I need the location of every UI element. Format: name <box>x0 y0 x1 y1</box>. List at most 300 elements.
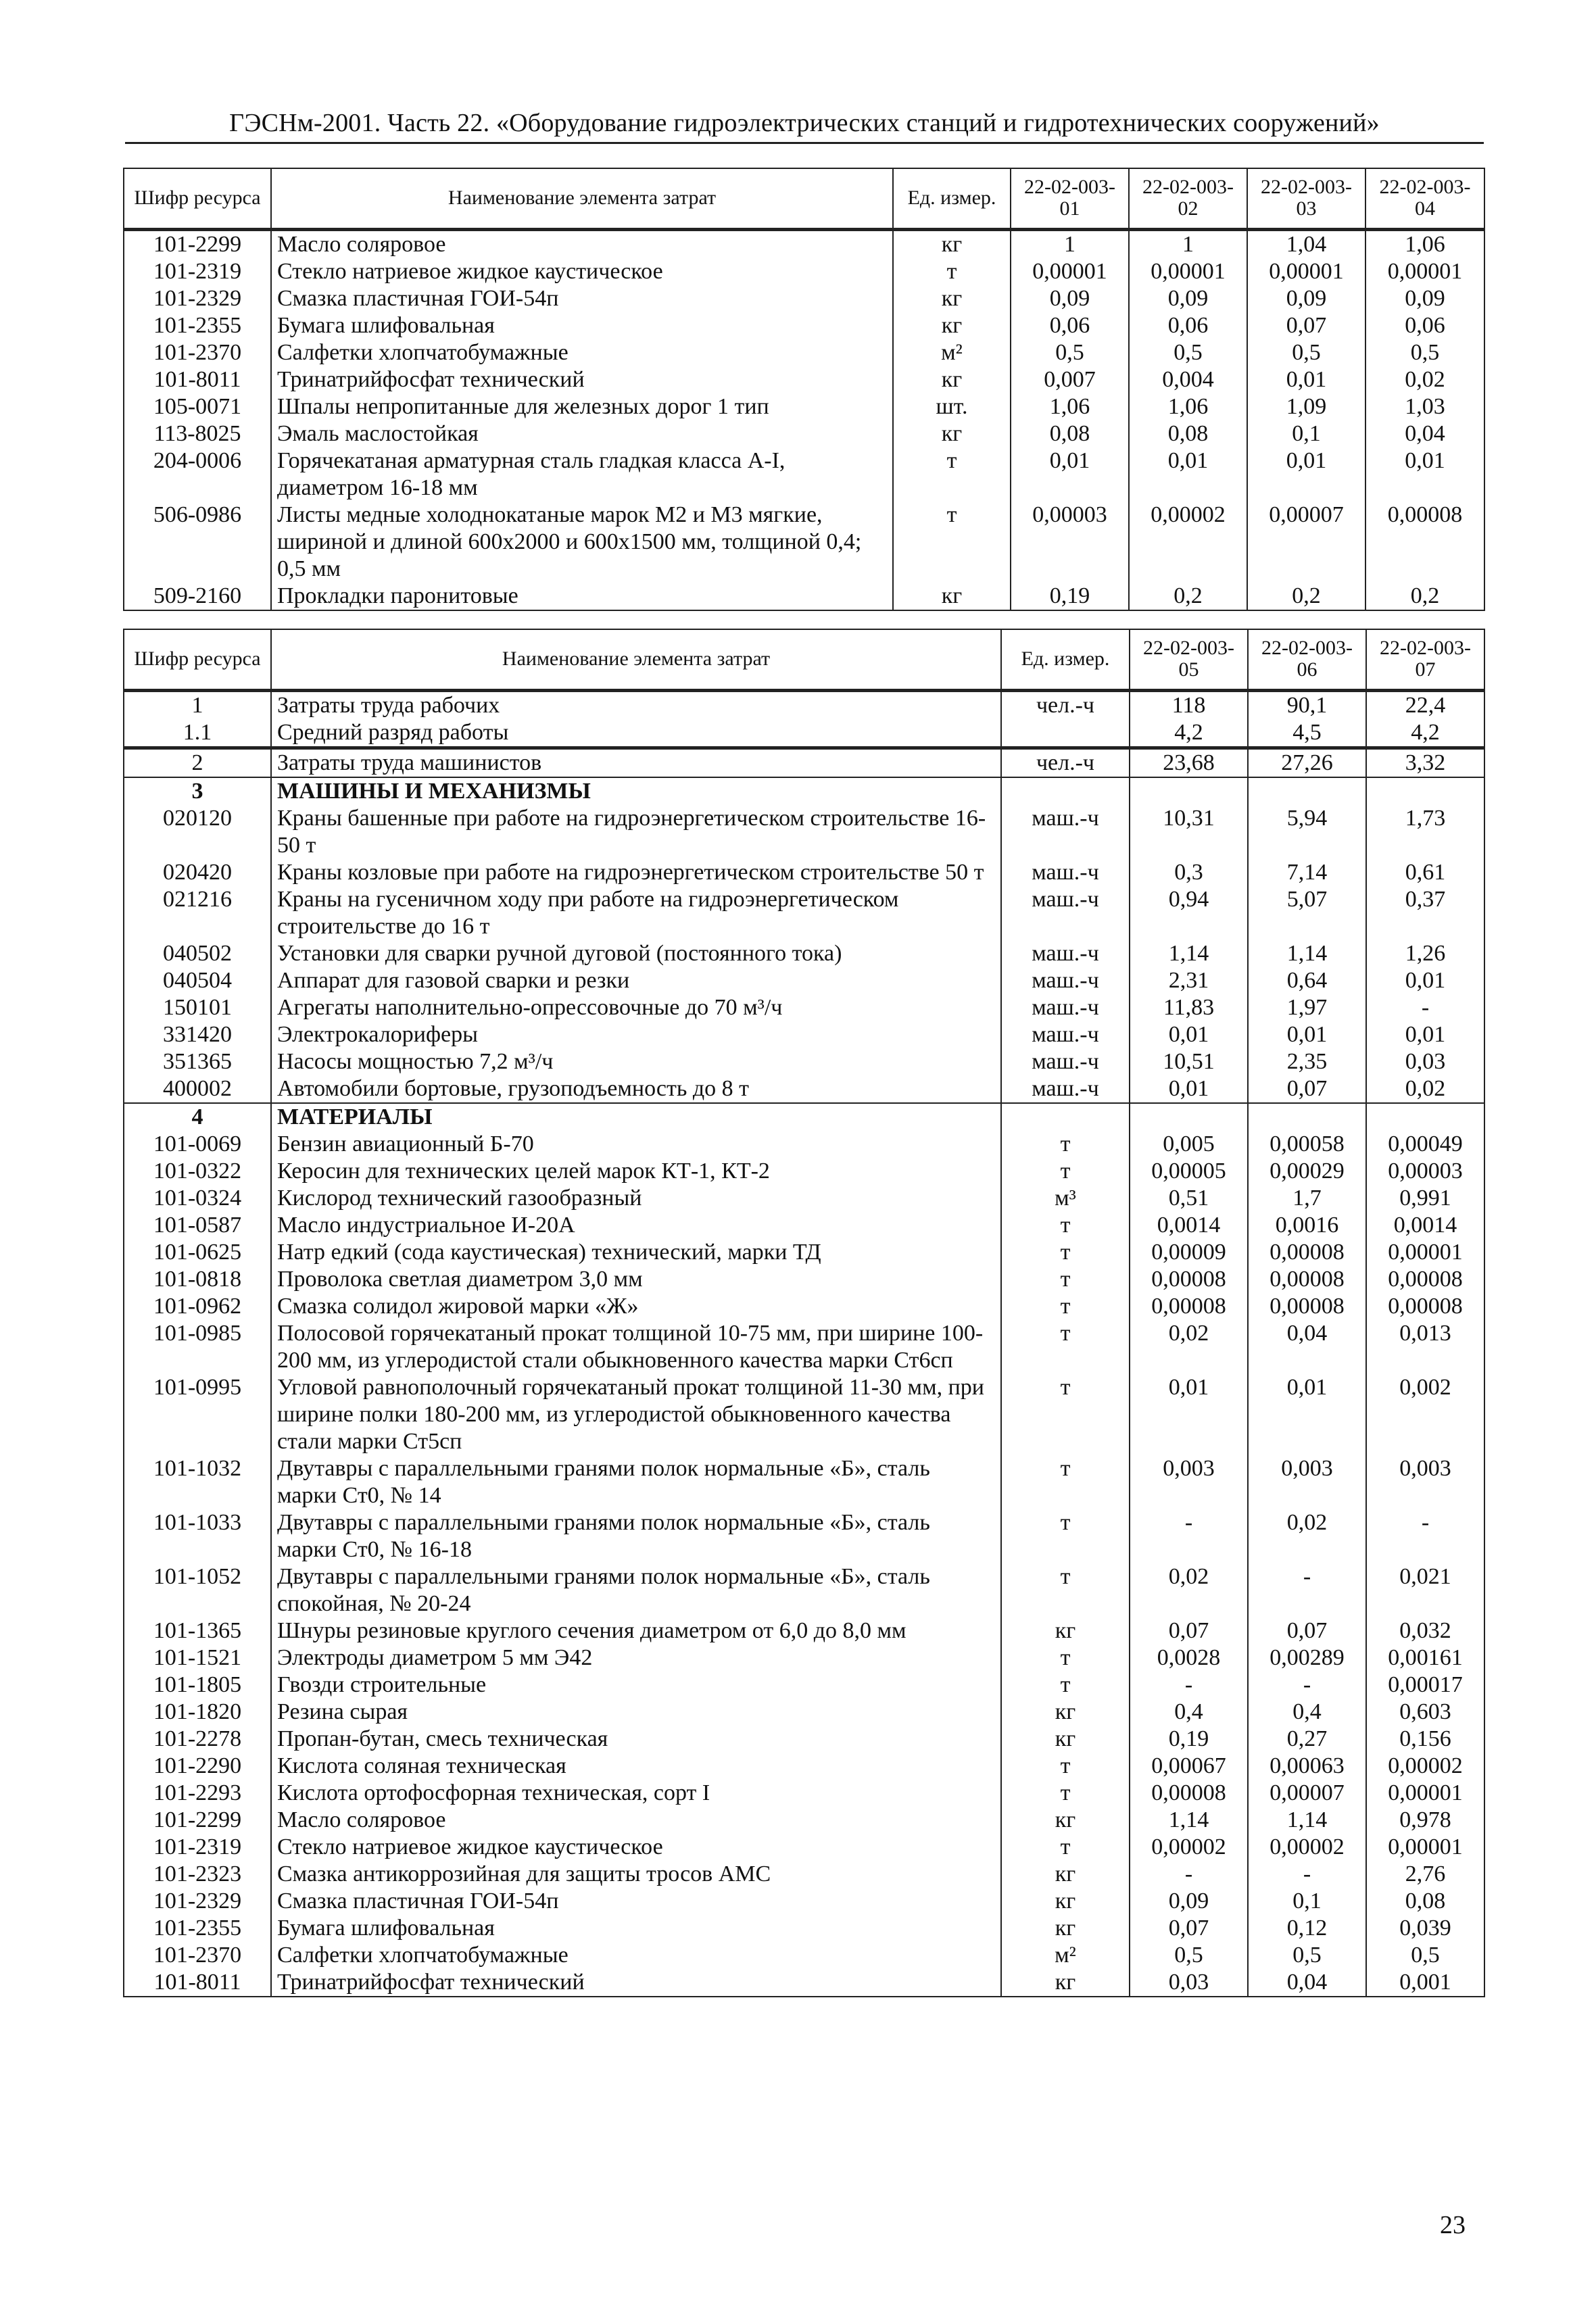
cell-name: Листы медные холоднокатаные марок М2 и М3 мягкие, шириной и длиной 600х2000 и 600х1500 мм, толщиной 0,4; 0,5 мм <box>271 502 893 583</box>
cell-code: 101-2278 <box>124 1726 271 1753</box>
col-header-norm: 22-02-003-05 <box>1130 629 1248 690</box>
cell-unit <box>1001 777 1130 805</box>
table-row <box>124 1266 1484 1293</box>
cell-value: 0,005 <box>1130 1131 1248 1158</box>
cell-value: 11,83 <box>1130 994 1248 1021</box>
cell-unit: т <box>1001 1131 1130 1158</box>
cell-code: 331420 <box>124 1021 271 1048</box>
cell-value: 1,14 <box>1130 1807 1248 1834</box>
cell-code: 101-2370 <box>124 339 271 366</box>
cell-value: 0,64 <box>1248 967 1366 994</box>
cell-unit: кг <box>893 285 1011 312</box>
cell-code: 101-2370 <box>124 1942 271 1969</box>
col-header-name: Наименование элемента затрат <box>271 629 1001 690</box>
cell-name: МАШИНЫ И МЕХАНИЗМЫ <box>271 777 1001 805</box>
cell-unit: т <box>893 258 1011 285</box>
cell-value: 0,00002 <box>1248 1834 1366 1861</box>
cell-unit: м³ <box>1001 1185 1130 1212</box>
cell-name: Масло соляровое <box>271 1807 1001 1834</box>
cell-value: 0,04 <box>1365 420 1484 447</box>
cell-unit: т <box>1001 1509 1130 1563</box>
cell-value: 0,02 <box>1248 1509 1366 1563</box>
table-row <box>124 748 1484 777</box>
cell-value: 0,03 <box>1130 1969 1248 1997</box>
cell-unit: т <box>1001 1672 1130 1699</box>
cell-value: 0,5 <box>1248 1942 1366 1969</box>
cell-code: 4 <box>124 1103 271 1131</box>
cell-unit: т <box>1001 1158 1130 1185</box>
cell-value: 1,26 <box>1366 940 1484 967</box>
cell-unit: кг <box>1001 1969 1130 1997</box>
cell-unit: чел.-ч <box>1001 690 1130 719</box>
cell-name: Салфетки хлопчатобумажные <box>271 339 893 366</box>
table-row <box>124 777 1484 805</box>
cell-value: 0,00001 <box>1366 1780 1484 1807</box>
cell-value: 0,01 <box>1248 1374 1366 1455</box>
cell-name: Эмаль маслостойкая <box>271 420 893 447</box>
cell-value: 0,2 <box>1247 583 1365 610</box>
table-row <box>124 339 1484 366</box>
cell-unit: кг <box>1001 1699 1130 1726</box>
cell-value: 0,032 <box>1366 1617 1484 1644</box>
cell-value: 1,14 <box>1248 1807 1366 1834</box>
cell-name: Шпалы непропитанные для железных дорог 1 тип <box>271 393 893 420</box>
cell-name: Двутавры с параллельными гранями полок нормальные «Б», сталь марки Ст0, № 14 <box>271 1455 1001 1509</box>
cell-name: Бензин авиационный Б-70 <box>271 1131 1001 1158</box>
col-header-norm: 22-02-003-07 <box>1366 629 1484 690</box>
cell-value: 0,1 <box>1248 1888 1366 1915</box>
cell-name: Полосовой горячекатаный прокат толщиной 10-75 мм, при ширине 100-200 мм, из углеродистой стали обыкновенного качества марки Ст6сп <box>271 1320 1001 1374</box>
cell-unit: маш.-ч <box>1001 859 1130 886</box>
table-row <box>124 1753 1484 1780</box>
cell-value: - <box>1248 1672 1366 1699</box>
resource-table-1 <box>123 168 1485 611</box>
cell-code: 351365 <box>124 1048 271 1075</box>
cell-value: - <box>1130 1861 1248 1888</box>
cell-unit <box>1001 719 1130 748</box>
cell-value: 4,5 <box>1248 719 1366 748</box>
cell-unit: кг <box>893 420 1011 447</box>
cell-value: 0,02 <box>1130 1320 1248 1374</box>
cell-name: Стекло натриевое жидкое каустическое <box>271 1834 1001 1861</box>
cell-code: 506-0986 <box>124 502 271 583</box>
cell-value: - <box>1248 1861 1366 1888</box>
cell-value: 0,06 <box>1129 312 1247 339</box>
cell-unit: т <box>1001 1834 1130 1861</box>
cell-name: Стекло натриевое жидкое каустическое <box>271 258 893 285</box>
cell-value: 2,76 <box>1366 1861 1484 1888</box>
table-row <box>124 420 1484 447</box>
cell-value: 1,04 <box>1247 229 1365 258</box>
cell-value <box>1248 777 1366 805</box>
cell-value: - <box>1130 1509 1248 1563</box>
cell-value: 1,09 <box>1247 393 1365 420</box>
cell-value: 2,35 <box>1248 1048 1366 1075</box>
cell-value: 1 <box>1011 229 1129 258</box>
cell-value: 0,07 <box>1130 1617 1248 1644</box>
cell-value: 0,51 <box>1130 1185 1248 1212</box>
cell-code: 101-8011 <box>124 366 271 393</box>
cell-name: Шнуры резиновые круглого сечения диаметром от 6,0 до 8,0 мм <box>271 1617 1001 1644</box>
table-row <box>124 1726 1484 1753</box>
cell-name: Керосин для технических целей марок КТ-1, КТ-2 <box>271 1158 1001 1185</box>
cell-value: 0,00007 <box>1248 1780 1366 1807</box>
cell-unit <box>1001 1103 1130 1131</box>
cell-code: 101-0818 <box>124 1266 271 1293</box>
cell-value: 0,00001 <box>1129 258 1247 285</box>
cell-code: 020120 <box>124 805 271 859</box>
cell-value: 0,00058 <box>1248 1131 1366 1158</box>
cell-value: 0,0014 <box>1130 1212 1248 1239</box>
table-row <box>124 1021 1484 1048</box>
cell-name: Смазка пластичная ГОИ-54п <box>271 1888 1001 1915</box>
cell-value: 0,0016 <box>1248 1212 1366 1239</box>
cell-value: 0,4 <box>1130 1699 1248 1726</box>
cell-value: 4,2 <box>1130 719 1248 748</box>
table-row <box>124 258 1484 285</box>
page-header: ГЭСНм-2001. Часть 22. «Оборудование гидроэлектрических станций и гидротехнических сооружений» <box>229 109 1380 137</box>
table-row <box>124 1834 1484 1861</box>
cell-code: 101-0322 <box>124 1158 271 1185</box>
cell-value: 0,00008 <box>1248 1239 1366 1266</box>
table-row <box>124 1888 1484 1915</box>
cell-unit: т <box>1001 1455 1130 1509</box>
cell-name: Пропан-бутан, смесь техническая <box>271 1726 1001 1753</box>
table-row <box>124 690 1484 719</box>
table-row <box>124 1293 1484 1320</box>
cell-code: 101-0587 <box>124 1212 271 1239</box>
cell-value: 118 <box>1130 690 1248 719</box>
cell-name: Бумага шлифовальная <box>271 1915 1001 1942</box>
cell-value: 0,00008 <box>1248 1293 1366 1320</box>
cell-code: 101-2290 <box>124 1753 271 1780</box>
cell-value: 0,07 <box>1248 1075 1366 1103</box>
cell-value: 0,00001 <box>1011 258 1129 285</box>
cell-value: 0,01 <box>1130 1374 1248 1455</box>
cell-value: 0,5 <box>1366 1942 1484 1969</box>
cell-name: Салфетки хлопчатобумажные <box>271 1942 1001 1969</box>
cell-unit: т <box>1001 1320 1130 1374</box>
cell-unit: кг <box>893 366 1011 393</box>
cell-unit: т <box>1001 1563 1130 1617</box>
cell-value: 0,00007 <box>1247 502 1365 583</box>
cell-value: 0,991 <box>1366 1185 1484 1212</box>
cell-value: 0,003 <box>1130 1455 1248 1509</box>
cell-value: 0,00001 <box>1366 1239 1484 1266</box>
cell-name: Смазка солидол жировой марки «Ж» <box>271 1293 1001 1320</box>
table-row <box>124 1915 1484 1942</box>
cell-code: 101-2355 <box>124 1915 271 1942</box>
cell-unit: кг <box>1001 1915 1130 1942</box>
cell-code: 509-2160 <box>124 583 271 610</box>
cell-value: 0,01 <box>1130 1021 1248 1048</box>
cell-value: 0,37 <box>1366 886 1484 940</box>
cell-unit: кг <box>1001 1807 1130 1834</box>
cell-value: 1,06 <box>1129 393 1247 420</box>
cell-value: 23,68 <box>1130 748 1248 777</box>
cell-unit: маш.-ч <box>1001 994 1130 1021</box>
cell-value: 1,03 <box>1365 393 1484 420</box>
table-row <box>124 1075 1484 1103</box>
cell-value: 0,00067 <box>1130 1753 1248 1780</box>
cell-code: 101-0995 <box>124 1374 271 1455</box>
table-row <box>124 1374 1484 1455</box>
cell-value: 0,00005 <box>1130 1158 1248 1185</box>
cell-value: 0,00002 <box>1130 1834 1248 1861</box>
cell-value: 0,00049 <box>1366 1131 1484 1158</box>
cell-code: 021216 <box>124 886 271 940</box>
cell-name: Электроды диаметром 5 мм Э42 <box>271 1644 1001 1672</box>
cell-code: 1 <box>124 690 271 719</box>
cell-value: 0,01 <box>1247 366 1365 393</box>
cell-name: Кислота ортофосфорная техническая, сорт I <box>271 1780 1001 1807</box>
table-row <box>124 366 1484 393</box>
col-header-norm: 22-02-003-01 <box>1011 168 1129 229</box>
cell-code: 101-0324 <box>124 1185 271 1212</box>
table-row <box>124 583 1484 610</box>
table-row <box>124 1455 1484 1509</box>
cell-value: 0,00003 <box>1011 502 1129 583</box>
cell-name: Проволока светлая диаметром 3,0 мм <box>271 1266 1001 1293</box>
cell-value: 0,002 <box>1366 1374 1484 1455</box>
cell-value: 0,2 <box>1365 583 1484 610</box>
cell-code: 3 <box>124 777 271 805</box>
cell-value: 0,06 <box>1011 312 1129 339</box>
cell-value: 0,08 <box>1366 1888 1484 1915</box>
cell-value: 0,001 <box>1366 1969 1484 1997</box>
cell-name: Краны на гусеничном ходу при работе на гидроэнергетическом строительстве до 16 т <box>271 886 1001 940</box>
cell-name: Двутавры с параллельными гранями полок нормальные «Б», сталь марки Ст0, № 16-18 <box>271 1509 1001 1563</box>
col-header-norm: 22-02-003-03 <box>1247 168 1365 229</box>
resource-table-2 <box>123 629 1485 1997</box>
table-row <box>124 1942 1484 1969</box>
cell-code: 150101 <box>124 994 271 1021</box>
cell-code: 101-1033 <box>124 1509 271 1563</box>
cell-value: 0,5 <box>1011 339 1129 366</box>
cell-unit: кг <box>1001 1861 1130 1888</box>
cell-value: 0,03 <box>1366 1048 1484 1075</box>
cell-value: 0,61 <box>1366 859 1484 886</box>
cell-code: 2 <box>124 748 271 777</box>
cell-value <box>1366 777 1484 805</box>
cell-name: Масло соляровое <box>271 229 893 258</box>
cell-value: 0,003 <box>1366 1455 1484 1509</box>
cell-name: Кислота соляная техническая <box>271 1753 1001 1780</box>
cell-value: 0,00008 <box>1366 1293 1484 1320</box>
cell-name: Аппарат для газовой сварки и резки <box>271 967 1001 994</box>
cell-unit: т <box>1001 1753 1130 1780</box>
cell-value: 0,021 <box>1366 1563 1484 1617</box>
cell-code: 020420 <box>124 859 271 886</box>
cell-value: 0,00029 <box>1248 1158 1366 1185</box>
cell-name: Резина сырая <box>271 1699 1001 1726</box>
cell-code: 101-0069 <box>124 1131 271 1158</box>
table-row <box>124 1185 1484 1212</box>
cell-name: Смазка антикоррозийная для защиты тросов АМС <box>271 1861 1001 1888</box>
cell-code: 1.1 <box>124 719 271 748</box>
cell-value: 0,156 <box>1366 1726 1484 1753</box>
table-row <box>124 994 1484 1021</box>
cell-value: 0,07 <box>1130 1915 1248 1942</box>
cell-code: 101-2329 <box>124 285 271 312</box>
table-row <box>124 447 1484 502</box>
cell-value: 0,09 <box>1365 285 1484 312</box>
cell-unit: маш.-ч <box>1001 1021 1130 1048</box>
cell-value: 1,06 <box>1365 229 1484 258</box>
cell-name: Агрегаты наполнительно-опрессовочные до 70 м³/ч <box>271 994 1001 1021</box>
cell-unit: м² <box>893 339 1011 366</box>
col-header-name: Наименование элемента затрат <box>271 168 893 229</box>
cell-value: 0,08 <box>1011 420 1129 447</box>
cell-unit: кг <box>1001 1888 1130 1915</box>
table-row <box>124 1563 1484 1617</box>
cell-unit: кг <box>1001 1617 1130 1644</box>
cell-name: Краны козловые при работе на гидроэнергетическом строительстве 50 т <box>271 859 1001 886</box>
cell-unit: маш.-ч <box>1001 940 1130 967</box>
table-row <box>124 1672 1484 1699</box>
cell-value: 5,07 <box>1248 886 1366 940</box>
table-row <box>124 393 1484 420</box>
cell-value: 1,73 <box>1366 805 1484 859</box>
cell-value: 0,5 <box>1129 339 1247 366</box>
cell-value: 0,00063 <box>1248 1753 1366 1780</box>
cell-name: Двутавры с параллельными гранями полок нормальные «Б», сталь спокойная, № 20-24 <box>271 1563 1001 1617</box>
cell-unit: т <box>1001 1644 1130 1672</box>
cell-name: Угловой равнополочный горячекатаный прокат толщиной 11-30 мм, при ширине полки 180-200 мм, из углеродистой обыкновенного качества стали марки Ст5сп <box>271 1374 1001 1455</box>
table-row <box>124 1509 1484 1563</box>
cell-value: 0,2 <box>1129 583 1247 610</box>
cell-unit: т <box>1001 1239 1130 1266</box>
cell-value: 1 <box>1129 229 1247 258</box>
cell-code: 101-1052 <box>124 1563 271 1617</box>
cell-value: 0,19 <box>1011 583 1129 610</box>
table-row <box>124 1699 1484 1726</box>
cell-unit: шт. <box>893 393 1011 420</box>
table-row <box>124 1644 1484 1672</box>
cell-name: Масло индустриальное И-20А <box>271 1212 1001 1239</box>
cell-value: 0,00008 <box>1366 1266 1484 1293</box>
cell-value: 0,00009 <box>1130 1239 1248 1266</box>
cell-value: 0,06 <box>1365 312 1484 339</box>
cell-value: 0,5 <box>1365 339 1484 366</box>
cell-value: 5,94 <box>1248 805 1366 859</box>
cell-value: 0,00008 <box>1365 502 1484 583</box>
cell-value: 0,04 <box>1248 1969 1366 1997</box>
cell-value: 1,7 <box>1248 1185 1366 1212</box>
cell-value: 1,14 <box>1248 940 1366 967</box>
cell-value: 0,5 <box>1130 1942 1248 1969</box>
cell-value: 0,0028 <box>1130 1644 1248 1672</box>
cell-value: 0,00001 <box>1247 258 1365 285</box>
cell-unit: т <box>893 502 1011 583</box>
cell-value: 0,00008 <box>1130 1266 1248 1293</box>
cell-value: 10,51 <box>1130 1048 1248 1075</box>
cell-name: Кислород технический газообразный <box>271 1185 1001 1212</box>
cell-name: Тринатрийфосфат технический <box>271 1969 1001 1997</box>
cell-code: 101-2355 <box>124 312 271 339</box>
cell-name: Краны башенные при работе на гидроэнергетическом строительстве 16-50 т <box>271 805 1001 859</box>
cell-unit: кг <box>893 312 1011 339</box>
cell-name: Гвозди строительные <box>271 1672 1001 1699</box>
cell-value: 0,00017 <box>1366 1672 1484 1699</box>
cell-value: - <box>1248 1563 1366 1617</box>
cell-value <box>1130 1103 1248 1131</box>
cell-value: - <box>1366 994 1484 1021</box>
cell-value: 0,978 <box>1366 1807 1484 1834</box>
cell-value: 3,32 <box>1366 748 1484 777</box>
cell-value: 0,00002 <box>1366 1753 1484 1780</box>
table-row <box>124 1320 1484 1374</box>
table-row <box>124 1969 1484 1997</box>
cell-value: 22,4 <box>1366 690 1484 719</box>
cell-value: 1,14 <box>1130 940 1248 967</box>
cell-value: 0,00001 <box>1366 1834 1484 1861</box>
cell-name: Средний разряд работы <box>271 719 1001 748</box>
cell-unit: чел.-ч <box>1001 748 1130 777</box>
cell-code: 101-2319 <box>124 258 271 285</box>
col-header-norm: 22-02-003-04 <box>1365 168 1484 229</box>
cell-name: Натр едкий (сода каустическая) технический, марки ТД <box>271 1239 1001 1266</box>
cell-name: Затраты труда рабочих <box>271 690 1001 719</box>
cell-code: 101-1521 <box>124 1644 271 1672</box>
cell-code: 101-1032 <box>124 1455 271 1509</box>
cell-code: 400002 <box>124 1075 271 1103</box>
cell-value: 0,004 <box>1129 366 1247 393</box>
cell-value: 7,14 <box>1248 859 1366 886</box>
cell-value: 0,02 <box>1130 1563 1248 1617</box>
cell-value: 0,01 <box>1248 1021 1366 1048</box>
table-row <box>124 312 1484 339</box>
cell-unit: кг <box>893 229 1011 258</box>
cell-unit: т <box>1001 1780 1130 1807</box>
cell-value: 0,039 <box>1366 1915 1484 1942</box>
cell-value: 0,07 <box>1248 1617 1366 1644</box>
cell-code: 101-2299 <box>124 229 271 258</box>
cell-code: 101-2293 <box>124 1780 271 1807</box>
cell-value: - <box>1130 1672 1248 1699</box>
cell-name: Прокладки паронитовые <box>271 583 893 610</box>
table-row <box>124 1212 1484 1239</box>
cell-code: 101-2319 <box>124 1834 271 1861</box>
cell-unit: маш.-ч <box>1001 967 1130 994</box>
cell-code: 101-0962 <box>124 1293 271 1320</box>
table-row <box>124 940 1484 967</box>
cell-code: 101-2299 <box>124 1807 271 1834</box>
cell-value: 0,3 <box>1130 859 1248 886</box>
cell-name: МАТЕРИАЛЫ <box>271 1103 1001 1131</box>
cell-value: 0,01 <box>1130 1075 1248 1103</box>
cell-code: 101-2329 <box>124 1888 271 1915</box>
cell-name: Насосы мощностью 7,2 м³/ч <box>271 1048 1001 1075</box>
cell-value: 0,00289 <box>1248 1644 1366 1672</box>
cell-value: 0,00161 <box>1366 1644 1484 1672</box>
table-row <box>124 967 1484 994</box>
cell-value: 0,01 <box>1129 447 1247 502</box>
table-row <box>124 805 1484 859</box>
cell-name: Тринатрийфосфат технический <box>271 366 893 393</box>
cell-code: 101-1820 <box>124 1699 271 1726</box>
cell-code: 101-1805 <box>124 1672 271 1699</box>
cell-value: 0,02 <box>1366 1075 1484 1103</box>
cell-unit: т <box>1001 1293 1130 1320</box>
table-row <box>124 502 1484 583</box>
cell-value: 1,06 <box>1011 393 1129 420</box>
table-row <box>124 719 1484 748</box>
cell-value: 0,01 <box>1011 447 1129 502</box>
table-row <box>124 859 1484 886</box>
cell-value: 0,07 <box>1247 312 1365 339</box>
cell-name: Бумага шлифовальная <box>271 312 893 339</box>
